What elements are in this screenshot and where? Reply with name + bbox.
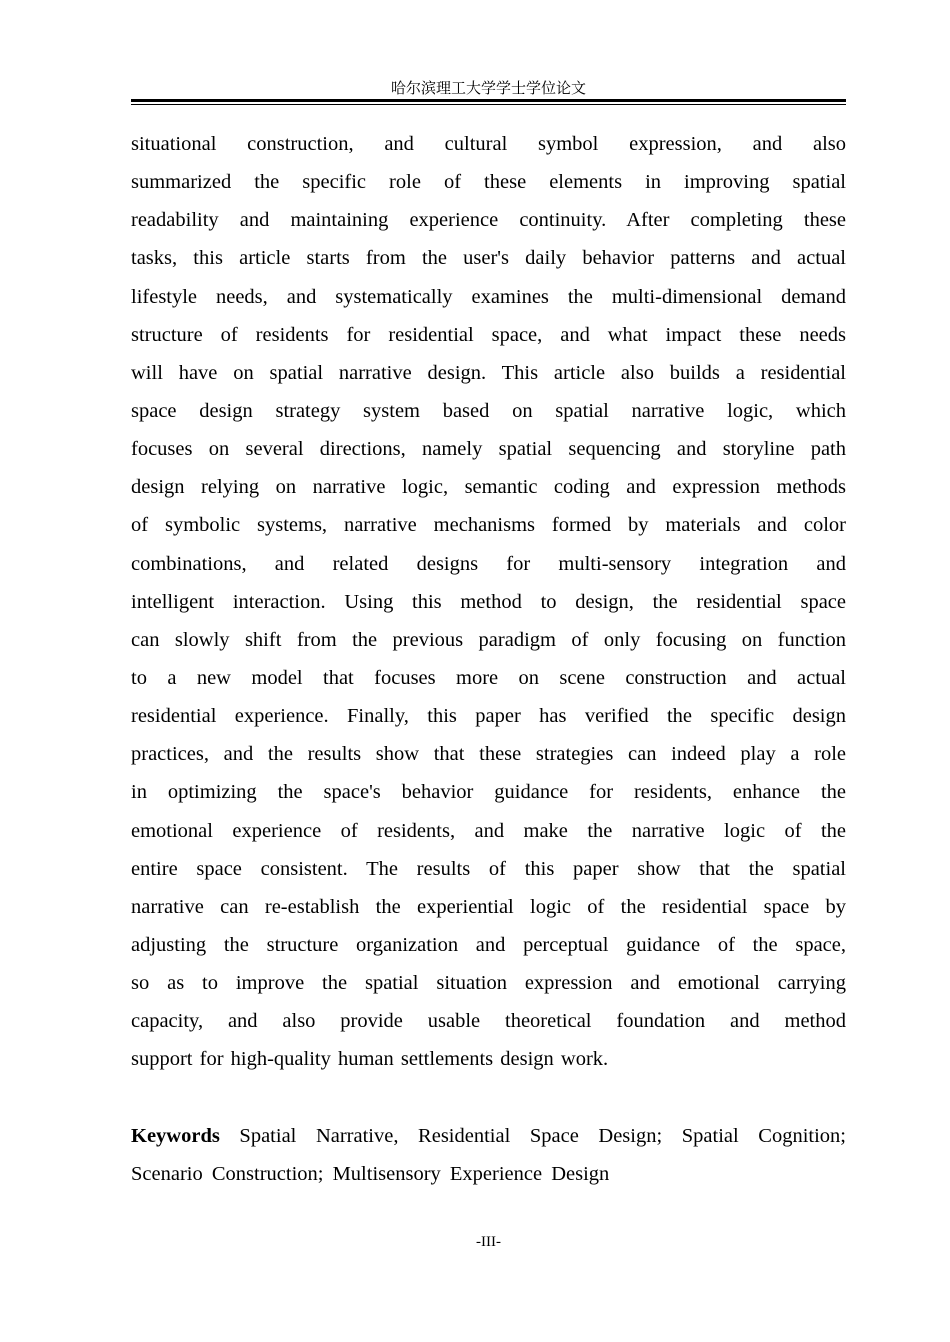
body-line: tasks, this article starts from the user's daily behavior patterns and actual: [131, 247, 846, 270]
body-line: design relying on narrative logic, semantic coding and expression methods: [131, 476, 846, 499]
keywords-list-part-1: Spatial Narrative, Residential Space Design; Spatial Cognition;: [239, 1125, 846, 1147]
running-header: 哈尔滨理工大学学士学位论文: [390, 79, 586, 97]
body-line: space design strategy system based on spatial narrative logic, which: [131, 399, 846, 422]
body-line: situational construction, and cultural symbol expression, and also: [131, 133, 846, 155]
body-line: entire space consistent. The results of this paper show that the spatial: [131, 857, 846, 880]
header-double-rule: [131, 99, 846, 105]
body-line: to a new model that focuses more on scene construction and actual: [131, 666, 846, 689]
keywords-label: Keywords: [131, 1125, 220, 1147]
abstract-body: [131, 125, 846, 1079]
body-line: residential experience. Finally, this paper has verified the specific design: [131, 705, 846, 728]
keywords-line-1: [131, 1117, 846, 1155]
body-line: readability and maintaining experience continuity. After completing these: [131, 209, 846, 232]
body-line: practices, and the results show that these strategies can indeed play a role: [131, 743, 846, 766]
body-line: structure of residents for residential space, and what impact these needs: [131, 323, 846, 346]
body-line: in optimizing the space's behavior guidance for residents, enhance the: [131, 781, 846, 804]
body-line: emotional experience of residents, and make the narrative logic of the: [131, 819, 846, 842]
body-line: will have on spatial narrative design. This article also builds a residential: [131, 361, 846, 384]
body-line: summarized the specific role of these elements in improving spatial: [131, 171, 846, 194]
keywords-section: [131, 1117, 846, 1193]
body-line: intelligent interaction. Using this method to design, the residential space: [131, 590, 846, 613]
body-line: can slowly shift from the previous paradigm of only focusing on function: [131, 628, 846, 651]
body-line: capacity, and also provide usable theoretical foundation and method: [131, 1010, 846, 1033]
body-line: lifestyle needs, and systematically examines the multi-dimensional demand: [131, 285, 846, 308]
body-line: narrative can re-establish the experiential logic of the residential space by: [131, 895, 846, 918]
body-line-last: support for high-quality human settlements design work.: [131, 1048, 609, 1071]
body-line: so as to improve the spatial situation expression and emotional carrying: [131, 972, 846, 995]
page-number: -III-: [476, 1234, 501, 1250]
keywords-list-part-2: Scenario Construction; Multisensory Experience Design: [131, 1163, 610, 1186]
body-line: adjusting the structure organization and perceptual guidance of the space,: [131, 933, 846, 956]
body-line: focuses on several directions, namely spatial sequencing and storyline path: [131, 438, 846, 461]
body-line: of symbolic systems, narrative mechanisms formed by materials and color: [131, 514, 846, 537]
body-line: combinations, and related designs for multi-sensory integration and: [131, 552, 846, 575]
